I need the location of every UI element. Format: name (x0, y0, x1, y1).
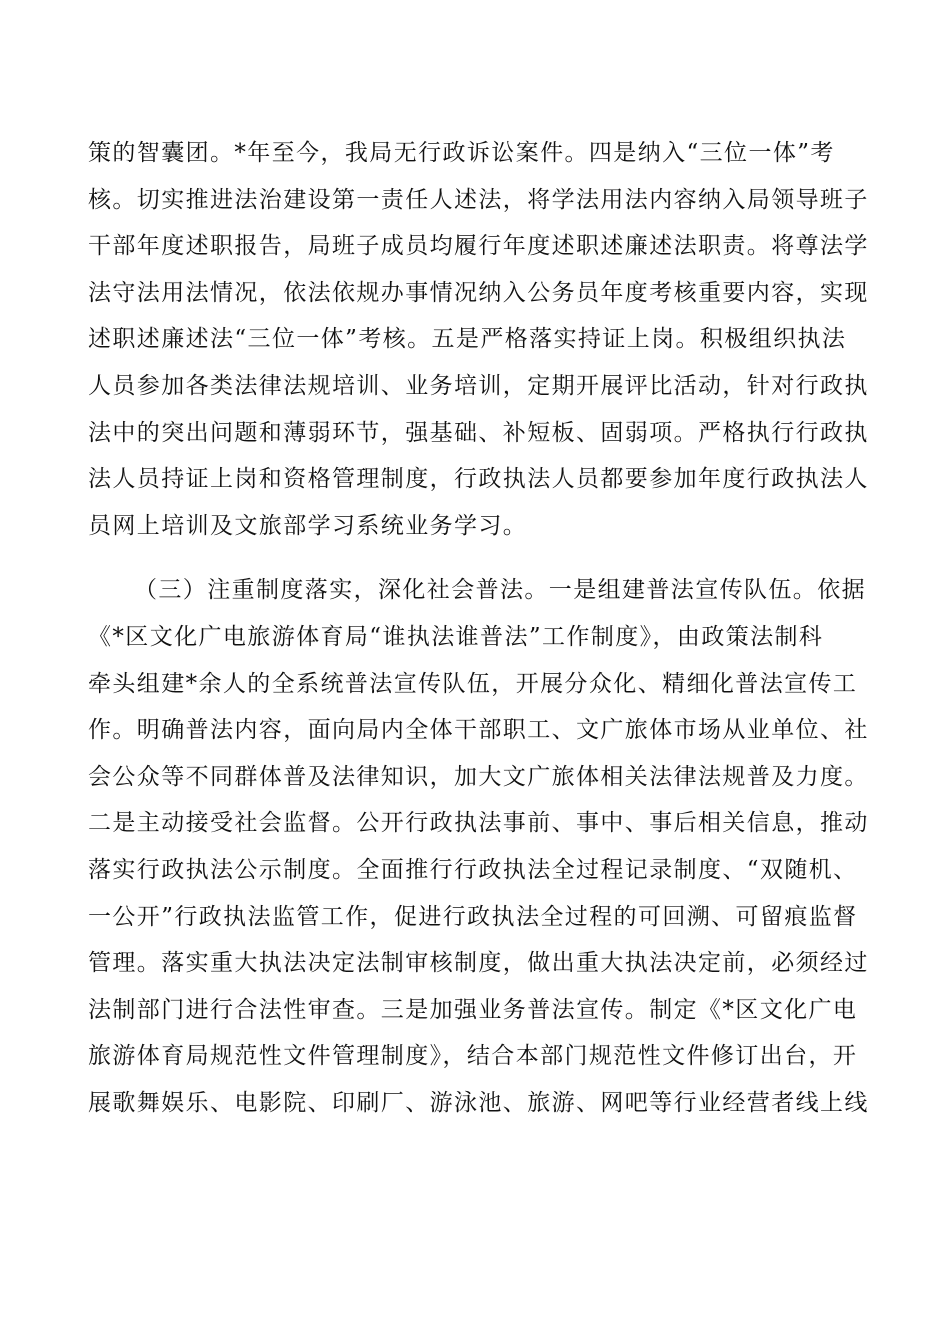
text-line: 员网上培训及文旅部学习系统业务学习。 (88, 512, 528, 539)
paragraph (88, 130, 869, 549)
paragraph-gap (88, 549, 863, 567)
text-line: 《*区文化广电旅游体育局“谁执法谁普法”工作制度》，由政策法制科 (88, 623, 824, 650)
text-line: 管理。落实重大执法决定法制审核制度，做出重大执法决定前，必须经过 (88, 950, 869, 977)
text-line: 法中的突出问题和薄弱环节，强基础、补短板、固弱项。严格执行行政执 (88, 419, 869, 446)
text-line: 法守法用法情况，依法依规办事情况纳入公务员年度考核重要内容，实现 (88, 279, 869, 306)
body-text (88, 130, 869, 1126)
text-line: 落实行政执法公示制度。全面推行行政执法全过程记录制度、“双随机、 (88, 856, 858, 883)
text-line: 一公开”行政执法监管工作，促进行政执法全过程的可回溯、可留痕监督 (88, 903, 858, 930)
text-line: 牵头组建*余人的全系统普法宣传队伍，开展分众化、精细化普法宣传工 (88, 670, 858, 697)
text-line: 述职述廉述法“三位一体”考核。五是严格落实持证上岗。积极组织执法 (88, 326, 847, 353)
text-line: 核。切实推进法治建设第一责任人述法，将学法用法内容纳入局领导班子 (88, 186, 869, 213)
text-line: 干部年度述职报告，局班子成员均履行年度述职述廉述法职责。将尊法学 (88, 233, 869, 260)
text-line: 旅游体育局规范性文件管理制度》，结合本部门规范性文件修订出台，开 (88, 1043, 858, 1070)
text-line: 作。明确普法内容，面向局内全体干部职工、文广旅体市场从业单位、社 (88, 717, 869, 744)
text-line: 二是主动接受社会监督。公开行政执法事前、事中、事后相关信息，推动 (88, 810, 869, 837)
paragraph (88, 567, 869, 1126)
text-line: （三）注重制度落实，深化社会普法。一是组建普法宣传队伍。依据 (134, 577, 866, 604)
text-line: 法制部门进行合法性审查。三是加强业务普法宣传。制定《*区文化广电 (88, 996, 858, 1023)
text-line: 会公众等不同群体普及法律知识，加大文广旅体相关法律法规普及力度。 (88, 763, 869, 790)
text-line: 展歌舞娱乐、电影院、印刷厂、游泳池、旅游、网吧等行业经营者线上线 (88, 1089, 869, 1116)
text-line: 人员参加各类法律法规培训、业务培训，定期开展评比活动，针对行政执 (88, 372, 869, 399)
text-line: 法人员持证上岗和资格管理制度，行政执法人员都要参加年度行政执法人 (88, 466, 869, 493)
text-line: 策的智囊团。*年至今，我局无行政诉讼案件。四是纳入“三位一体”考 (88, 140, 835, 166)
